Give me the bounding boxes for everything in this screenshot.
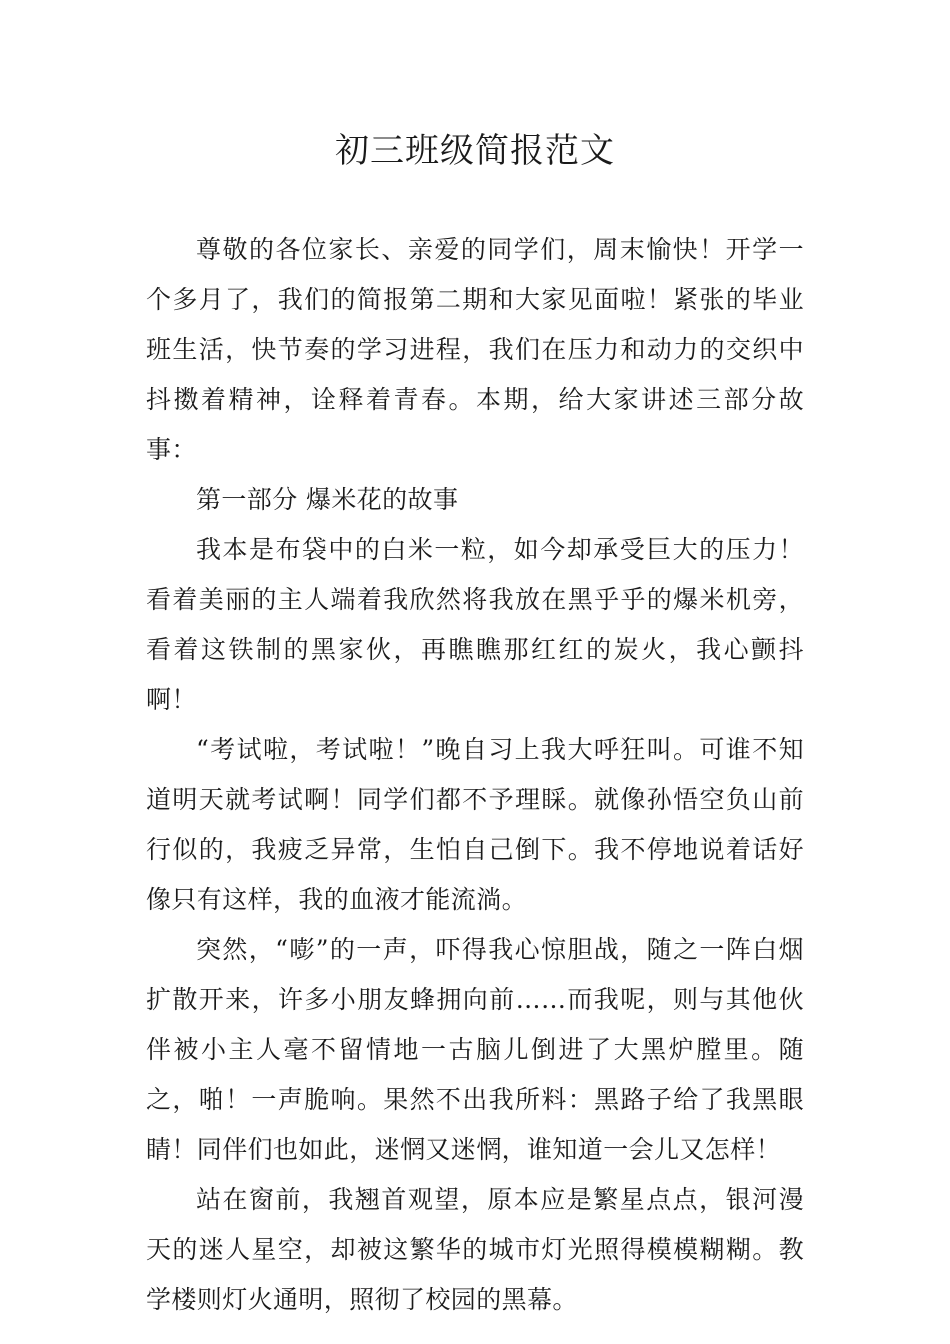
paragraph: 我本是布袋中的白米一粒，如今却承受巨大的压力！看着美丽的主人端着我欣然将我放在黑乎乎的爆米机旁，看着这铁制的黑家伙，再瞧瞧那红红的炭火，我心颤抖啊！ [146,535,804,714]
paragraph: 突然，“嘭”的一声，吓得我心惊胆战，随之一阵白烟扩散开来，许多小朋友蜂拥向前……而我呢，则与其他伙伴被小主人毫不留情地一古脑儿倒进了大黑炉膛里。随之，啪！一声脆响。果然不出我所料：黑路子给了我黑眼睛！同伴们也如此，迷惘又迷惘，谁知道一会儿又怎样！ [146,935,804,1164]
paragraph: 站在窗前，我翘首观望，原本应是繁星点点，银河漫天的迷人星空，却被这繁华的城市灯光照得模模糊糊。教学楼则灯火通明，照彻了校园的黑幕。 [146,1185,804,1314]
paragraph-intro: 尊敬的各位家长、亲爱的同学们，周末愉快！开学一个多月了，我们的简报第二期和大家见面啦！紧张的毕业班生活，快节奏的学习进程，我们在压力和动力的交织中抖擞着精神，诠释着青春。本期，给大家讲述三部分故事： [146,235,804,464]
section-heading: 第一部分 爆米花的故事 [196,485,459,514]
paragraph: “考试啦，考试啦！”晚自习上我大呼狂叫。可谁不知道明天就考试啊！同学们都不予理睬。就像孙悟空负山前行似的，我疲乏异常，生怕自己倒下。我不停地说着话好像只有这样，我的血液才能流淌。 [146,735,804,914]
document-body [146,225,804,1325]
document-title: 初三班级简报范文 [335,131,615,171]
